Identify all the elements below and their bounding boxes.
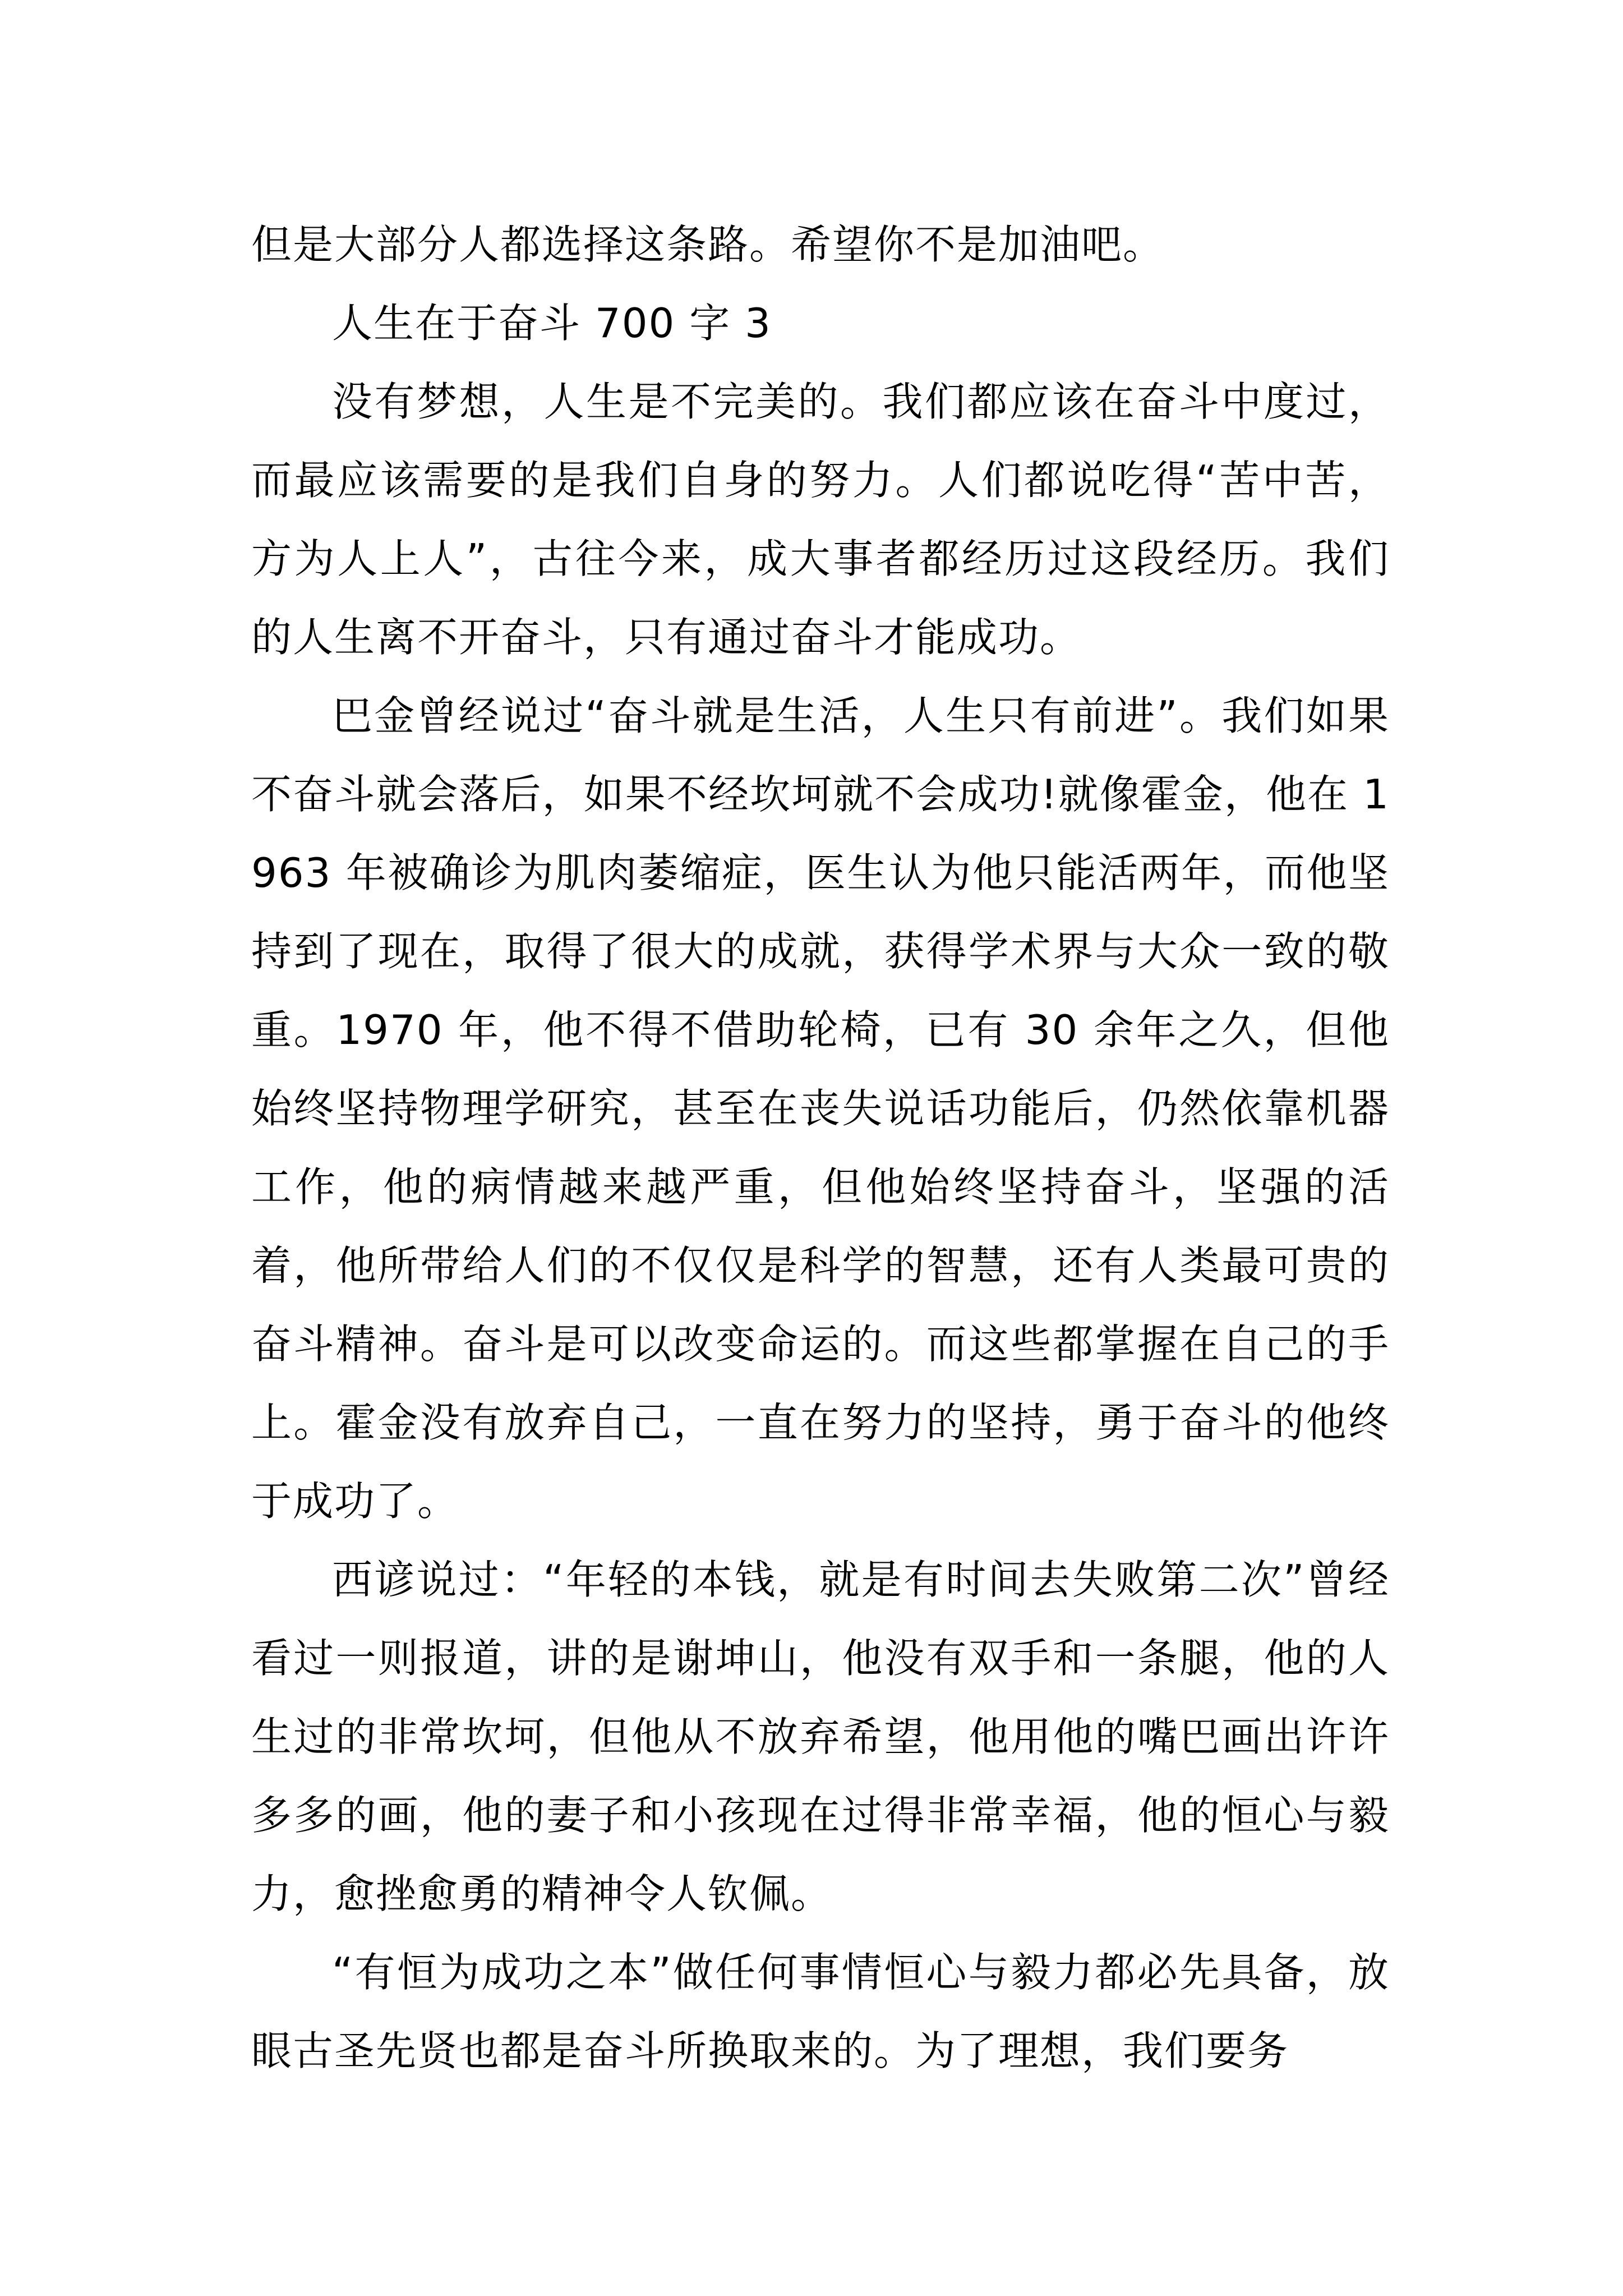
paragraph: 西谚说过：“年轻的本钱，就是有时间去失败第二次”曾经看过一则报道，讲的是谢坤山，他没有双手和一条腿，他的人生过的非常坎坷，但他从不放弃希望，他用他的嘴巴画出许许多多的画，他的妻子和小孩现在过得非常幸福，他的恒心与毅力，愈挫愈勇的精神令人钦佩。 (251, 1556, 1390, 1917)
paragraph: 巴金曾经说过“奋斗就是生活，人生只有前进”。我们如果不奋斗就会落后，如果不经坎坷就不会成功!就像霍金，他在 1963 年被确诊为肌肉萎缩症，医生认为他只能活两年，而他坚持到了现在，取得了很大的成就，获得学术界与大众一致的敬重。1970 年，他不得不借助轮椅，已有 30 余年之久，但他始终坚持物理学研究，甚至在丧失说话功能后，仍然依靠机器工作，他的病情越来越严重，但他始终坚持奋斗，坚强的活着，他所带给人们的不仅仅是科学的智慧，还有人类最可贵的奋斗精神。奋斗是可以改变命运的。而这些都掌握在自己的手上。霍金没有放弃自己，一直在努力的坚持，勇于奋斗的他终于成功了。 (251, 692, 1390, 1525)
paragraph: 没有梦想，人生是不完美的。我们都应该在奋斗中度过，而最应该需要的是我们自身的努力。人们都说吃得“苦中苦，方为人上人”，古往今来，成大事者都经历过这段经历。我们的人生离不开奋斗，只有通过奋斗才能成功。 (251, 378, 1390, 661)
paragraph: “有恒为成功之本”做任何事情恒心与毅力都必先具备，放眼古圣先贤也都是奋斗所换取来的。为了理想，我们要务 (251, 1949, 1390, 2074)
document-body (251, 205, 1390, 2090)
section-heading: 人生在于奋斗 700 字 3 (332, 300, 772, 347)
paragraph-continuation: 但是大部分人都选择这条路。希望你不是加油吧。 (251, 221, 1165, 268)
